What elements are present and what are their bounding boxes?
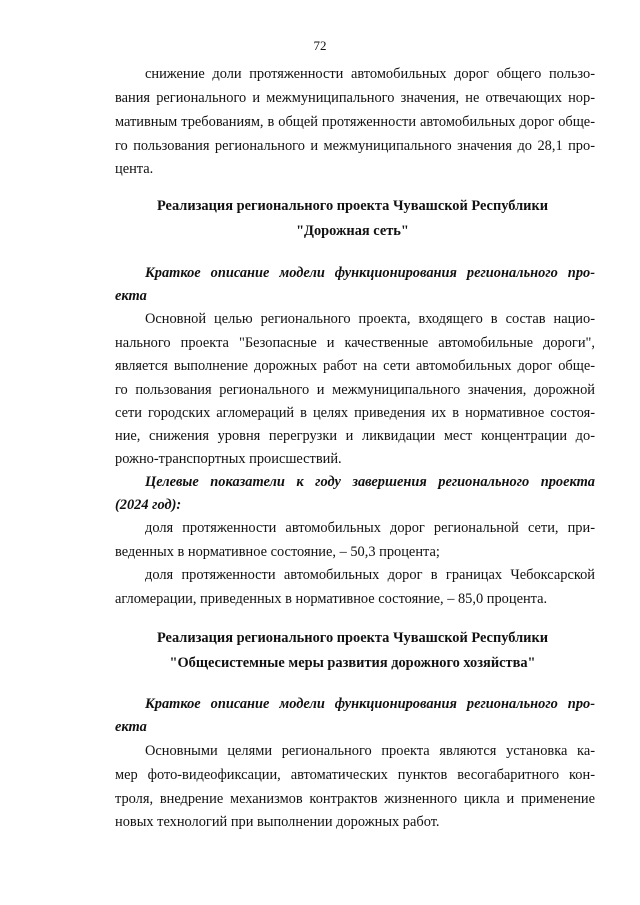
body-line: сети городских агломераций в целях приведения их в нормативное состоя- <box>115 405 595 421</box>
body-line: нального проекта "Безопасные и качественные автомобильные дороги", <box>115 335 595 351</box>
subheading: Краткое описание модели функционирования регионального про- <box>145 696 595 712</box>
target-line: доля протяженности автомобильных дорог региональной сети, при- <box>145 520 595 536</box>
intro-line: снижение доли протяженности автомобильных дорог общего пользо- <box>145 66 595 82</box>
section-heading: "Общесистемные меры развития дорожного хозяйства" <box>169 655 536 671</box>
intro-line: мативным требованиям, в общей протяженности автомобильных дорог обще- <box>115 114 595 130</box>
page-number: 72 <box>313 38 327 53</box>
targets-heading: (2024 год): <box>115 497 182 513</box>
target-line: агломерации, приведенных в нормативное состояние, – 85,0 процента. <box>115 591 548 607</box>
section-heading: Реализация регионального проекта Чувашской Республики <box>156 198 549 214</box>
intro-line: го пользования регионального и межмуниципального значения до 28,1 про- <box>115 138 595 154</box>
body-line: го пользования регионального и межмуниципального значения, дорожной <box>115 382 595 398</box>
section-heading: Реализация регионального проекта Чувашской Республики <box>156 630 549 646</box>
target-line: доля протяженности автомобильных дорог в границах Чебоксарской <box>145 567 595 583</box>
targets-heading: Целевые показатели к году завершения регионального проекта <box>145 474 595 490</box>
intro-line: вания регионального и межмуниципального значения, не отвечающих нор- <box>115 90 595 106</box>
body-line: является выполнение дорожных работ на сети автомобильных дорог обще- <box>115 358 595 374</box>
body-line: рожно-транспортных происшествий. <box>115 451 342 467</box>
subheading: екта <box>115 288 147 304</box>
section-heading: "Дорожная сеть" <box>296 223 409 239</box>
body-line: троля, внедрение механизмов контрактов жизненного цикла и применение <box>115 791 595 807</box>
body-line: Основными целями регионального проекта являются установка ка- <box>145 743 595 759</box>
target-line: веденных в нормативное состояние, – 50,3 процента; <box>115 544 440 560</box>
body-line: мер фото-видеофиксации, автоматических пунктов весогабаритного кон- <box>115 767 595 783</box>
body-line: новых технологий при выполнении дорожных работ. <box>115 814 440 830</box>
body-line: Основной целью регионального проекта, входящего в состав нацио- <box>145 311 595 327</box>
body-line: ние, снижения уровня перегрузки и ликвидации мест концентрации до- <box>115 428 595 444</box>
subheading: екта <box>115 719 147 735</box>
subheading: Краткое описание модели функционирования регионального про- <box>145 265 595 281</box>
intro-line: цента. <box>115 161 154 177</box>
